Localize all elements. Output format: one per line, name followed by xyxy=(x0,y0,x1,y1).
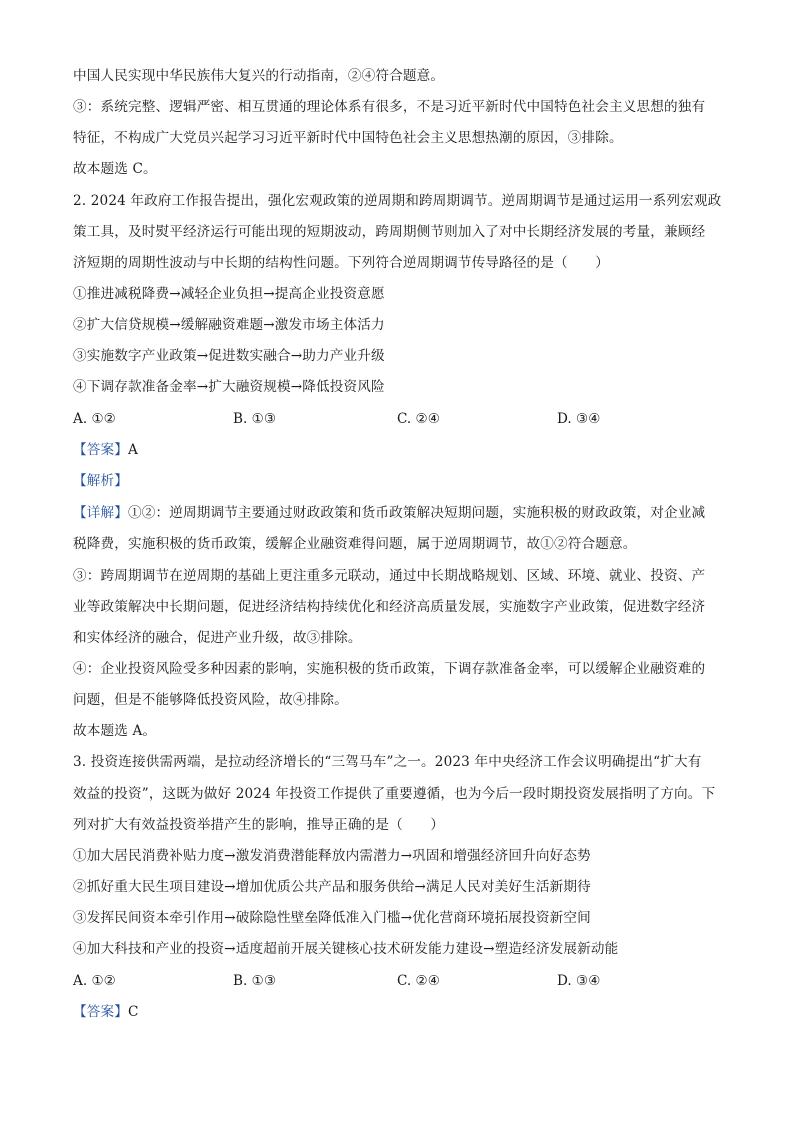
answer-value: A xyxy=(127,442,138,458)
q3-stem-line: 效益的投资”，这既为做好 2024 年投资工作提供了重要遵循，也为今后一段时期投资发展指明了方向。下 xyxy=(73,786,716,802)
q3-option-b: B. ①③ xyxy=(233,973,277,989)
answer-label: 【答案】 xyxy=(73,442,128,458)
q3-option-c: C. ②④ xyxy=(397,973,440,989)
q2-detail-line: 业等政策解决中长期问题，促进经济结构持续优化和经济高质量发展，实施数字产业政策，促进数字经济 xyxy=(73,599,706,615)
q2-detail-line: 税降费，实施积极的货币政策，缓解企业融资难得问题，属于逆周期调节，故①②符合题意。 xyxy=(73,536,637,552)
q2-stem-line: 策工具，及时熨平经济运行可能出现的短期波动，跨周期侧节则加入了对中长期经济发展的考量，兼顾经 xyxy=(73,224,706,240)
q2-option-d: D. ③④ xyxy=(557,411,601,427)
q3-option-d: D. ③④ xyxy=(557,973,601,989)
q2-item: ②扩大信贷规模→缓解融资难题→激发市场主体活力 xyxy=(73,317,385,333)
q2-analysis-heading xyxy=(73,472,723,490)
q1-text-line: 中国人民实现中华民族伟大复兴的行动指南，②④符合题意。 xyxy=(73,68,445,84)
q2-detail-line: 和实体经济的融合，促进产业升级，故③排除。 xyxy=(73,630,362,646)
q2-option-b: B. ①③ xyxy=(233,411,277,427)
q2-detail-line: ④：企业投资风险受多种因素的影响，实施积极的货币政策，下调存款准备金率，可以缓解企业融资难的 xyxy=(73,661,706,677)
q2-stem-line: 2. 2024 年政府工作报告提出，强化宏观政策的逆周期和跨周期调节。逆周期调节是通过运用一系列宏观政 xyxy=(73,193,722,209)
q1-text-line: 特征，不构成广大党员兴起学习习近平新时代中国特色社会主义思想热潮的原因，③排除。 xyxy=(73,130,623,146)
detail-label: 【详解】 xyxy=(73,505,128,521)
detail-text: ①②：逆周期调节主要通过财政政策和货币政策解决短期问题，实施积极的财政政策，对企业减 xyxy=(127,505,706,521)
q2-detail-line: ③：跨周期调节在逆周期的基础上更注重多元联动，通过中长期战略规划、区域、环境、就业、投资、产 xyxy=(73,568,706,584)
q3-answer xyxy=(73,1003,723,1021)
q3-item: ②抓好重大民生项目建设→增加优质公共产品和服务供给→满足人民对美好生活新期待 xyxy=(73,879,591,895)
q2-option-c: C. ②④ xyxy=(397,411,440,427)
q3-option-a: A. ①② xyxy=(73,973,116,989)
q2-answer xyxy=(73,441,723,459)
q2-item: ①推进减税降费→减轻企业负担→提高企业投资意愿 xyxy=(73,286,385,302)
q2-stem-line: 济短期的周期性波动与中长期的结构性问题。下列符合逆周期调节传导路径的是（ ） xyxy=(73,255,610,271)
q2-conclusion: 故本题选 A。 xyxy=(73,723,157,739)
q3-stem-line: 3. 投资连接供需两端，是拉动经济增长的“三驾马车”之一。2023 年中央经济工作会议明确提出“扩大有 xyxy=(73,754,702,770)
q2-option-a: A. ①② xyxy=(73,411,116,427)
answer-label: 【答案】 xyxy=(73,1004,128,1020)
q3-stem-line: 列对扩大有效益投资举措产生的影响，推导正确的是（ ） xyxy=(73,817,445,833)
q2-detail-line: 问题，但是不能够降低投资风险，故④排除。 xyxy=(73,692,348,708)
answer-value: C xyxy=(127,1004,139,1020)
q2-item: ④下调存款准备金率→扩大融资规模→降低投资风险 xyxy=(73,379,385,395)
q2-item: ③实施数字产业政策→促进数实融合→助力产业升级 xyxy=(73,348,385,364)
q2-detail-line xyxy=(73,504,723,522)
q1-conclusion: 故本题选 C。 xyxy=(73,161,157,177)
analysis-label: 【解析】 xyxy=(73,473,128,489)
q3-item: ①加大居民消费补贴力度→激发消费潜能释放内需潜力→巩固和增强经济回升向好态势 xyxy=(73,848,591,864)
q3-item: ④加大科技和产业的投资→适度超前开展关键核心技术研发能力建设→塑造经济发展新动能 xyxy=(73,941,619,957)
q3-item: ③发挥民间资本牵引作用→破除隐性壁垒降低准入门槛→优化营商环境拓展投资新空间 xyxy=(73,910,591,926)
q1-text-line: ③：系统完整、逻辑严密、相互贯通的理论体系有很多，不是习近平新时代中国特色社会主义思想的独有 xyxy=(73,99,706,115)
